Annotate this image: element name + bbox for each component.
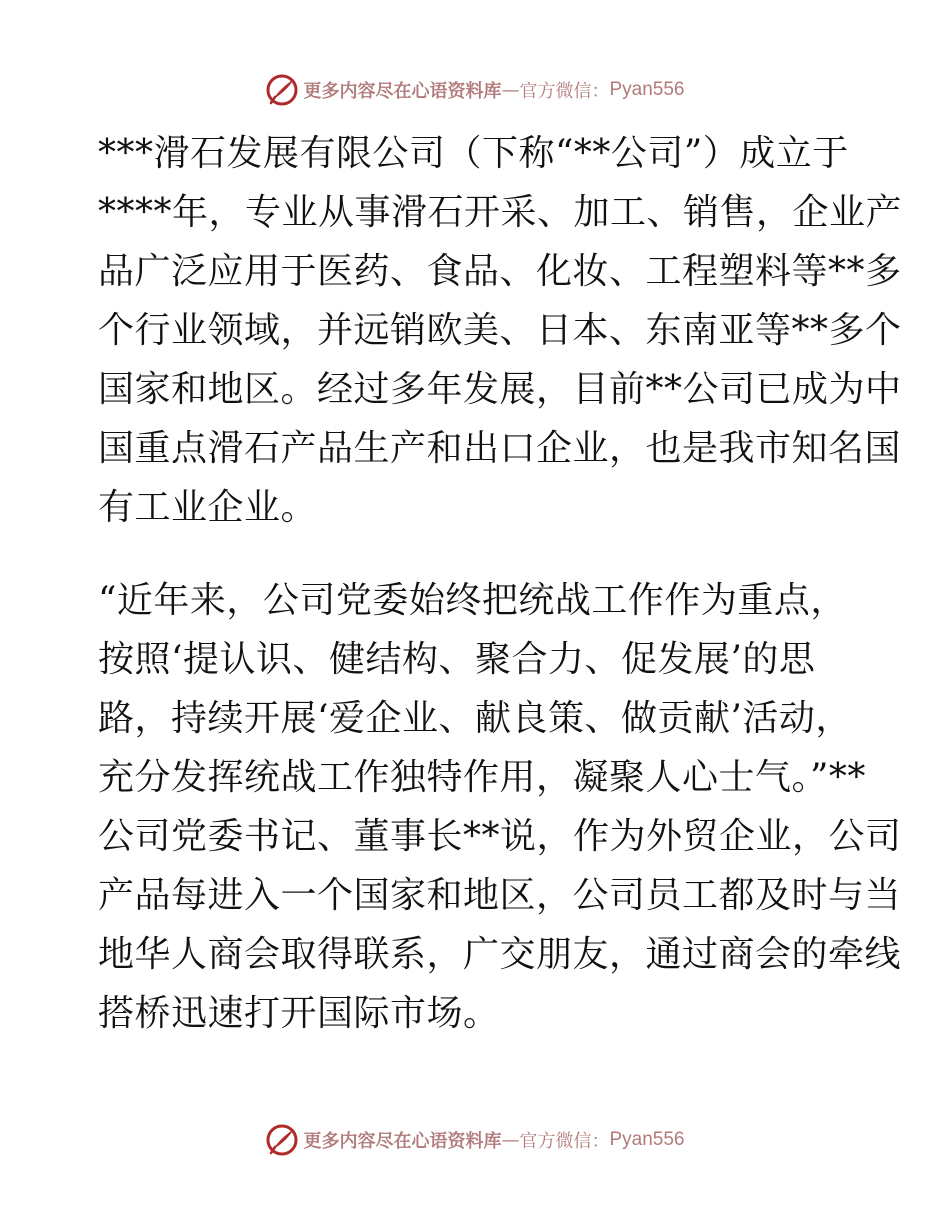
text-line: 品广泛应用于医药、食品、化妆、工程塑料等**多 [98, 251, 902, 292]
text-line: ****年，专业从事滑石开采、加工、销售，企业产 [98, 192, 903, 233]
footer-banner [0, 1120, 950, 1160]
text-line: 充分发挥统战工作独特作用，凝聚人心士气。”** [98, 757, 866, 798]
text-line: 国家和地区。经过多年发展，目前**公司已成为中 [98, 369, 902, 410]
feather-pen-circle-logo-icon [265, 73, 299, 107]
text-line: 搭桥迅速打开国际市场。 [98, 993, 500, 1034]
banner-wechat-label: 官方微信： [519, 81, 610, 102]
text-line: 按照‘提认识、健结构、聚合力、促发展’的思 [98, 639, 816, 680]
banner-main-text: 更多内容尽在心语资料库 [303, 81, 502, 102]
text-line: 路，持续开展‘爱企业、献良策、做贡献’活动， [98, 698, 852, 739]
banner-main-text: 更多内容尽在心语资料库 [303, 1131, 502, 1152]
text-line: “近年来，公司党委始终把统战工作作为重点， [98, 580, 847, 621]
banner-separator: — [501, 1129, 520, 1151]
document-body [98, 124, 903, 1043]
text-line: 产品每进入一个国家和地区，公司员工都及时与当 [98, 875, 902, 916]
banner-wechat-id: Pyan556 [609, 1129, 685, 1150]
feather-pen-circle-logo-icon [265, 1123, 299, 1157]
text-line: 公司党委书记、董事长**说，作为外贸企业，公司 [98, 816, 902, 857]
banner-wechat-id: Pyan556 [609, 79, 685, 100]
header-banner [0, 70, 950, 110]
text-line: 有工业企业。 [98, 487, 318, 528]
text-line: 个行业领域，并远销欧美、日本、东南亚等**多个 [98, 310, 902, 351]
banner-separator: — [501, 79, 520, 101]
text-line: 地华人商会取得联系，广交朋友，通过商会的牵线 [98, 934, 902, 975]
text-line: 国重点滑石产品生产和出口企业，也是我市知名国 [98, 428, 902, 469]
banner-wechat-label: 官方微信： [519, 1131, 610, 1152]
paragraph-united-front-work [98, 571, 902, 1043]
text-line: ***滑石发展有限公司（下称“**公司”）成立于 [98, 133, 849, 174]
paragraph-company-intro [98, 124, 903, 537]
